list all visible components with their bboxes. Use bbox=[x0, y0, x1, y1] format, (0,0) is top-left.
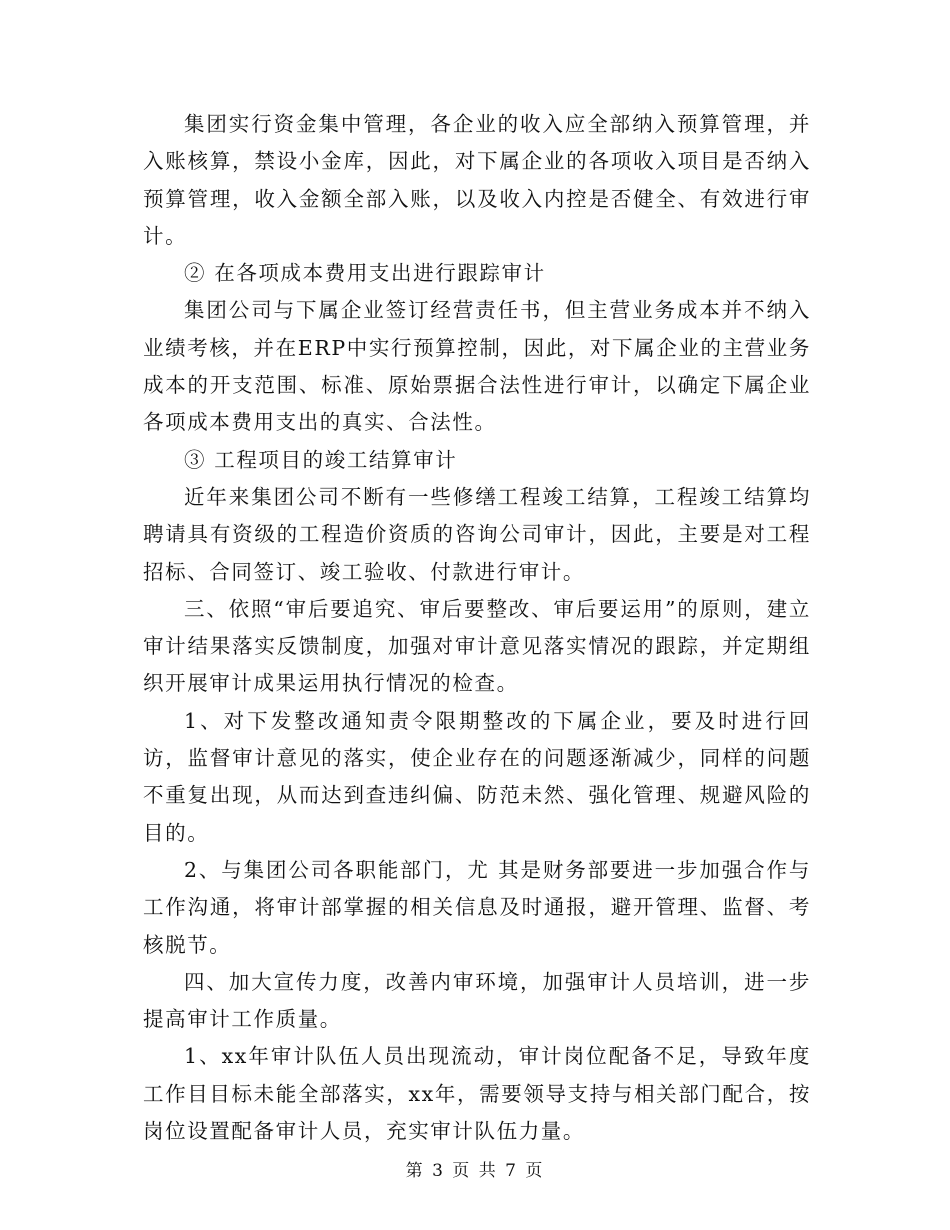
item-one-rectification: 1、对下发整改通知责令限期整改的下属企业，要及时进行回访，监督审计意见的落实，使企业存在的问题逐渐减少，同样的问题不重复出现，从而达到查违纠偏、防范未然、强化管理、规避风险的目的。 bbox=[143, 708, 811, 845]
heading-project-settlement-audit: ③ 工程项目的竣工结算审计 bbox=[184, 447, 458, 472]
heading-cost-tracking-audit: ② 在各项成本费用支出进行跟踪审计 bbox=[184, 261, 546, 286]
section-three-paragraph: 三、依照“审后要追究、审后要整改、审后要运用”的原则，建立审计结果落实反馈制度，加强对审计意见落实情况的跟踪，并定期组织开展审计成果运用执行情况的检查。 bbox=[143, 596, 811, 696]
paragraph-project-audit: 近年来集团公司不断有一些修缮工程竣工结算，工程竣工结算均聘请具有资级的工程造价资质的咨询公司审计，因此，主要是对工程招标、合同签订、竣工验收、付款进行审计。 bbox=[143, 484, 811, 584]
paragraph-cost-audit: 集团公司与下属企业签订经营责任书，但主营业务成本并不纳入业绩考核，并在ERP中实行预算控制，因此，对下属企业的主营业务成本的开支范围、标准、原始票据合法性进行审计，以确定下属企业各项成本费用支出的真实、合法性。 bbox=[143, 298, 811, 435]
item-two-cooperation: 2、与集团公司各职能部门，尤 其是财务部要进一步加强合作与工作沟通，将审计部掌握的相关信息及时通报，避开管理、监督、考核脱节。 bbox=[143, 857, 811, 957]
page-number-footer: 第 3 页 共 7 页 bbox=[405, 1161, 545, 1181]
document-body bbox=[143, 106, 811, 1150]
paragraph-income-audit: 集团实行资金集中管理，各企业的收入应全部纳入预算管理，并入账核算，禁设小金库，因此，对下属企业的各项收入项目是否纳入预算管理，收入金额全部入账，以及收入内控是否健全、有效进行审计。 bbox=[143, 112, 811, 248]
item-one-staffing: 1、xx年审计队伍人员出现流动，审计岗位配备不足，导致年度工作目目标未能全部落实，xx年，需要领导支持与相关部门配合，按岗位设置配备审计人员，充实审计队伍力量。 bbox=[143, 1044, 811, 1144]
section-four-paragraph: 四、加大宣传力度，改善内审环境，加强审计人员培训，进一步提高审计工作质量。 bbox=[143, 969, 811, 1032]
